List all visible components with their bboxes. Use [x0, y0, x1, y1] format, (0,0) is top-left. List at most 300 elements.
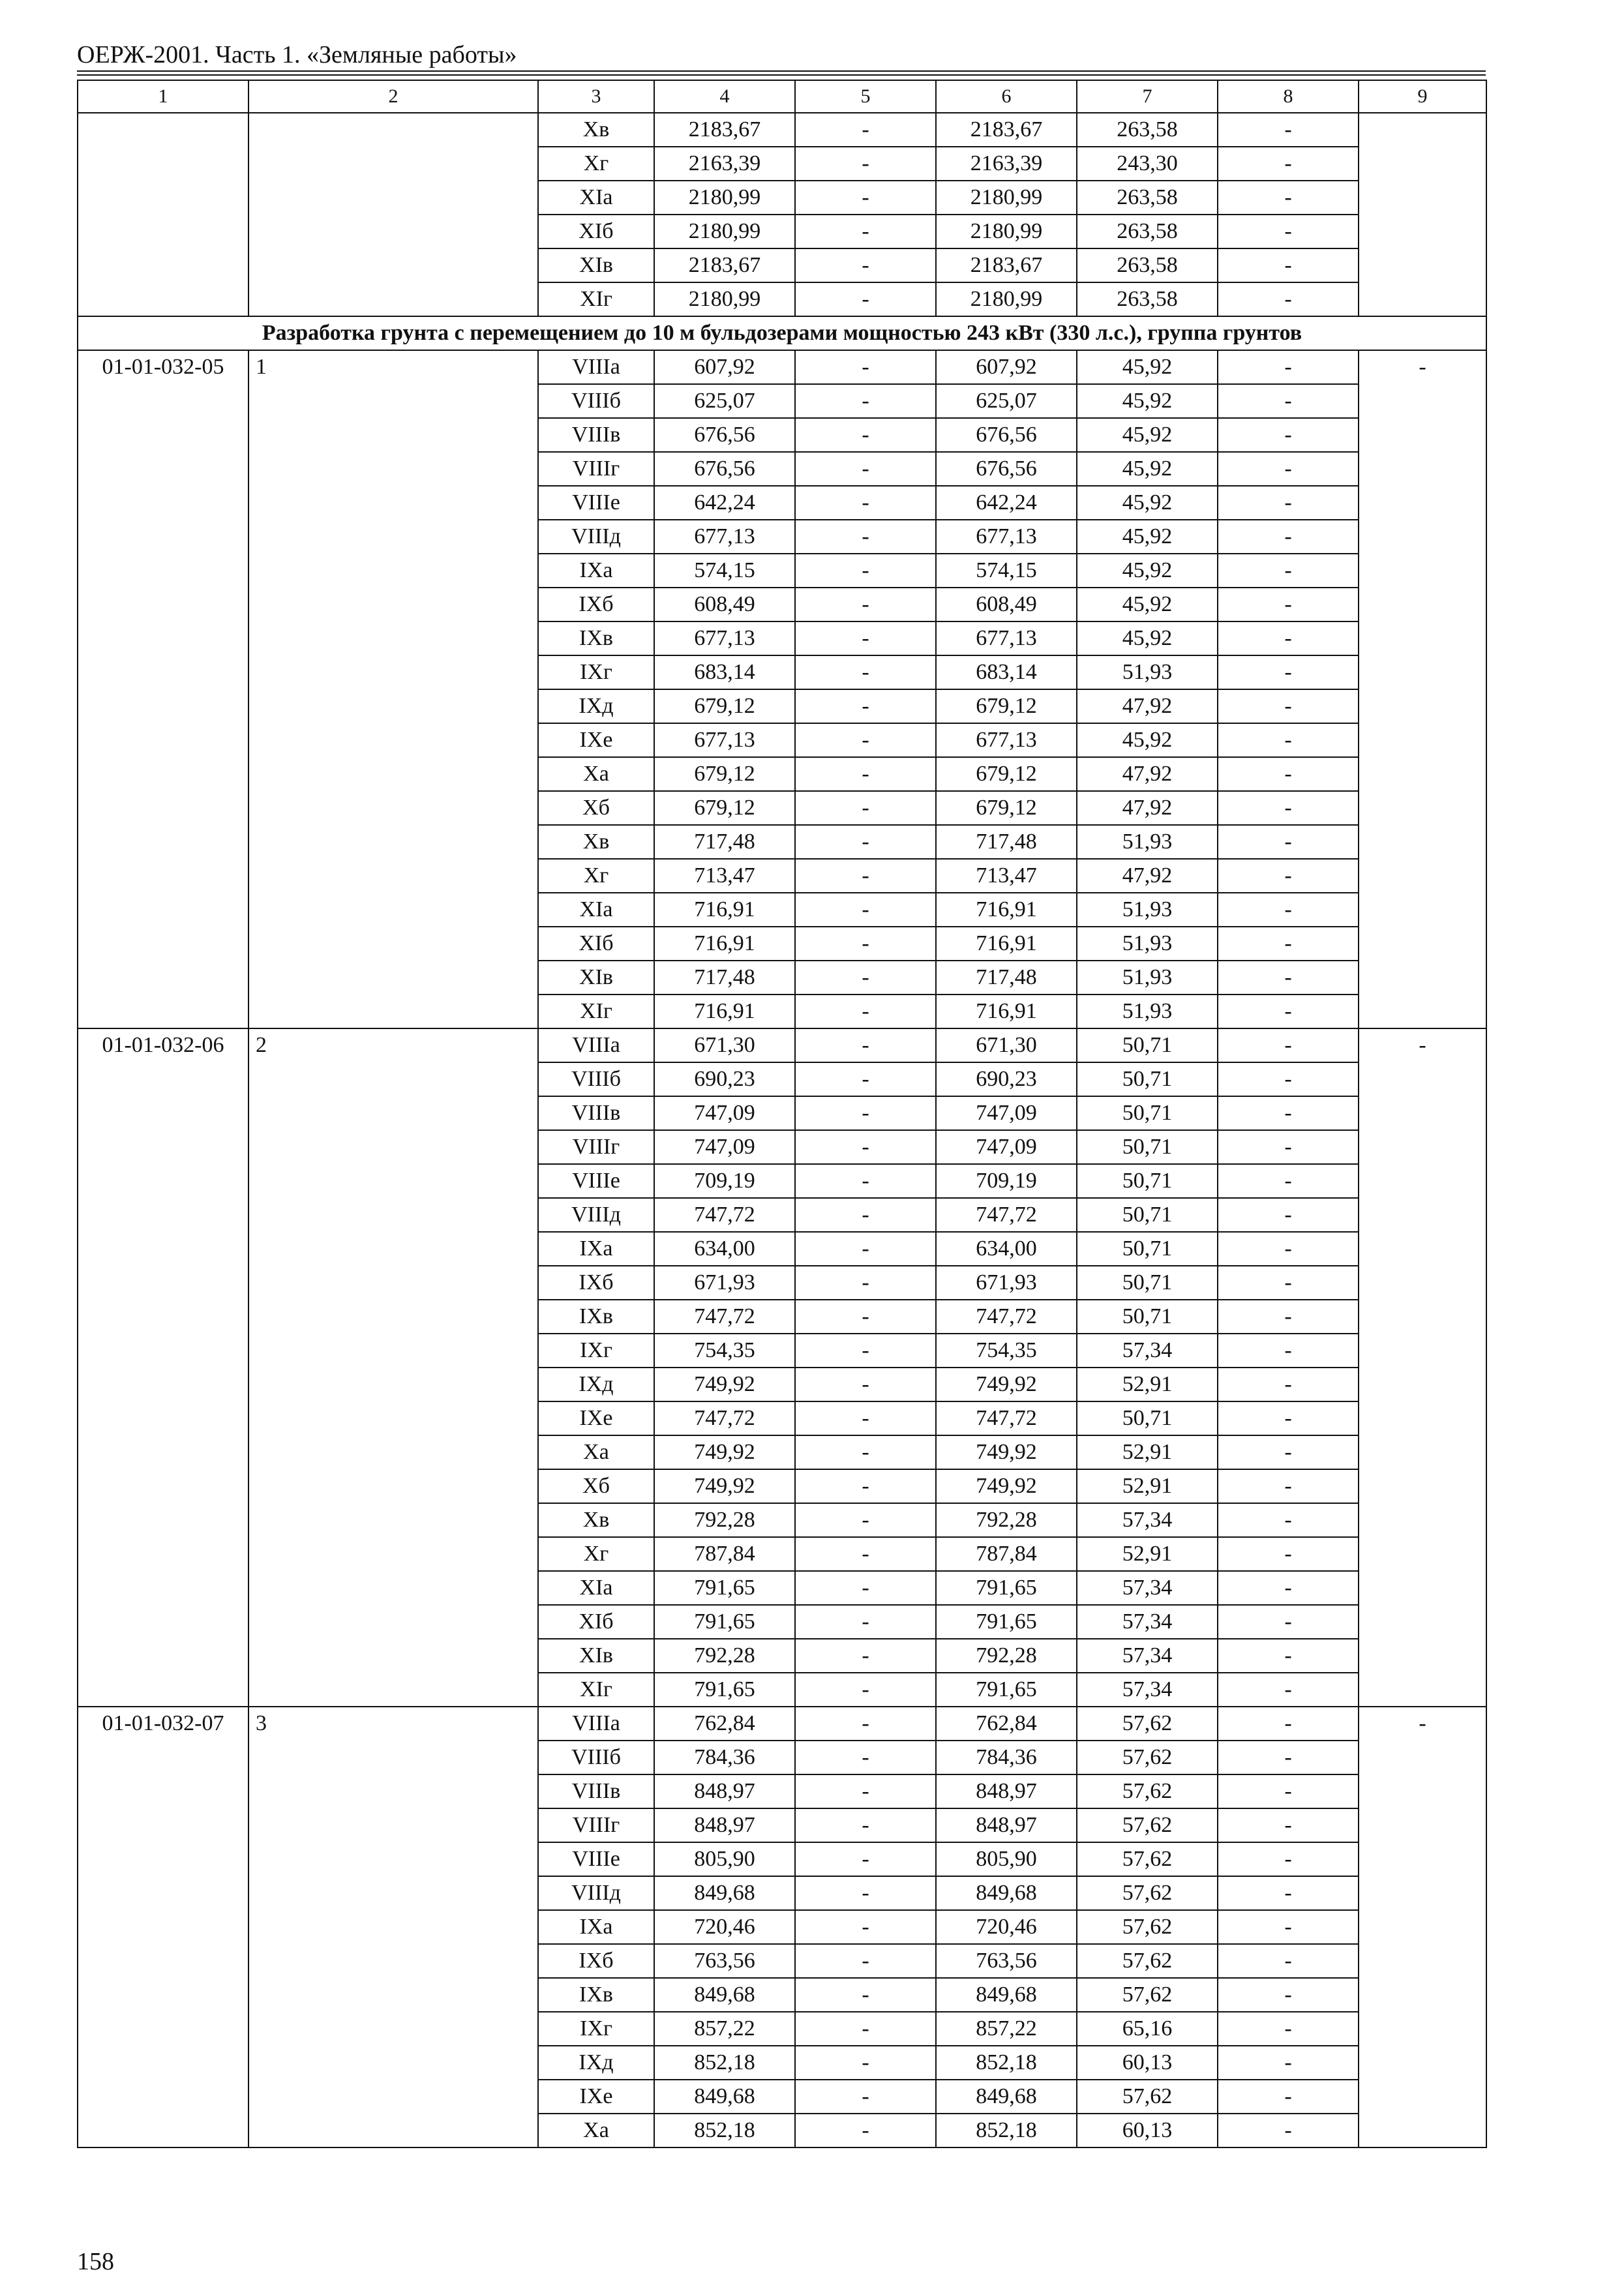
data-cell: 52,91: [1077, 1469, 1218, 1503]
data-cell: XIг: [538, 995, 654, 1028]
column-header-cell: 2: [248, 80, 538, 113]
table-row: [78, 1028, 1486, 1062]
data-cell: 2183,67: [936, 113, 1077, 147]
data-cell: 50,71: [1077, 1232, 1218, 1266]
data-cell: 52,91: [1077, 1368, 1218, 1401]
data-cell: -: [795, 791, 936, 825]
data-cell: 50,71: [1077, 1300, 1218, 1334]
data-cell: 65,16: [1077, 2012, 1218, 2046]
data-cell: 679,12: [654, 757, 795, 791]
data-cell: -: [1218, 1300, 1359, 1334]
data-cell: -: [1218, 1368, 1359, 1401]
data-cell: 671,30: [936, 1028, 1077, 1062]
data-cell: 676,56: [654, 418, 795, 452]
data-cell: 60,13: [1077, 2114, 1218, 2147]
data-cell: 574,15: [936, 554, 1077, 588]
data-cell: -: [795, 486, 936, 520]
data-cell: Xв: [538, 825, 654, 859]
col9-cell: -: [1359, 1028, 1486, 1707]
data-cell: -: [1218, 1096, 1359, 1130]
data-cell: 45,92: [1077, 486, 1218, 520]
data-cell: 677,13: [936, 520, 1077, 554]
data-cell: -: [1218, 1944, 1359, 1978]
data-cell: VIIIд: [538, 1876, 654, 1910]
data-cell: -: [1218, 1164, 1359, 1198]
data-cell: 2183,67: [654, 113, 795, 147]
number-cell: 3: [248, 1707, 538, 2147]
data-cell: -: [1218, 1842, 1359, 1876]
data-cell: VIIIд: [538, 520, 654, 554]
number-cell-empty: [248, 113, 538, 316]
data-cell: -: [1218, 1503, 1359, 1537]
data-cell: 784,36: [936, 1741, 1077, 1774]
data-cell: 50,71: [1077, 1028, 1218, 1062]
data-cell: -: [795, 1062, 936, 1096]
data-cell: -: [1218, 1876, 1359, 1910]
data-cell: 677,13: [936, 621, 1077, 655]
code-cell: 01-01-032-05: [78, 350, 248, 1028]
data-cell: Xб: [538, 791, 654, 825]
data-cell: 791,65: [936, 1605, 1077, 1639]
data-cell: -: [795, 927, 936, 961]
data-cell: 762,84: [936, 1707, 1077, 1741]
data-cell: XIб: [538, 927, 654, 961]
data-cell: IXе: [538, 1401, 654, 1435]
data-cell: 717,48: [936, 961, 1077, 995]
data-cell: -: [1218, 1605, 1359, 1639]
data-cell: 2180,99: [936, 215, 1077, 248]
data-cell: Xв: [538, 113, 654, 147]
data-cell: -: [795, 1537, 936, 1571]
data-cell: -: [1218, 791, 1359, 825]
data-cell: -: [1218, 1130, 1359, 1164]
data-cell: -: [1218, 1639, 1359, 1673]
data-cell: -: [795, 215, 936, 248]
data-cell: 683,14: [654, 655, 795, 689]
data-cell: 679,12: [936, 689, 1077, 723]
data-cell: -: [795, 689, 936, 723]
data-cell: 671,30: [654, 1028, 795, 1062]
data-cell: 747,72: [936, 1198, 1077, 1232]
data-cell: -: [1218, 1469, 1359, 1503]
data-cell: 683,14: [936, 655, 1077, 689]
data-cell: 50,71: [1077, 1266, 1218, 1300]
data-cell: 747,09: [654, 1130, 795, 1164]
data-cell: 849,68: [936, 2080, 1077, 2114]
data-cell: -: [1218, 113, 1359, 147]
data-cell: XIг: [538, 1673, 654, 1707]
data-cell: 857,22: [936, 2012, 1077, 2046]
data-cell: -: [795, 1028, 936, 1062]
data-cell: 747,72: [654, 1198, 795, 1232]
column-header-cell: 1: [78, 80, 248, 113]
data-cell: IXв: [538, 621, 654, 655]
data-cell: -: [1218, 859, 1359, 893]
column-header-cell: 3: [538, 80, 654, 113]
section-title: Разработка грунта с перемещением до 10 м бульдозерами мощностью 243 кВт (330 л.с.), группа грунтов: [78, 316, 1486, 350]
data-cell: 57,34: [1077, 1673, 1218, 1707]
data-cell: -: [1218, 1232, 1359, 1266]
data-cell: -: [1218, 418, 1359, 452]
data-cell: XIа: [538, 893, 654, 927]
data-cell: -: [1218, 1741, 1359, 1774]
data-cell: 852,18: [654, 2114, 795, 2147]
data-cell: 47,92: [1077, 757, 1218, 791]
data-cell: 747,09: [654, 1096, 795, 1130]
data-cell: 690,23: [936, 1062, 1077, 1096]
data-cell: -: [1218, 1334, 1359, 1368]
data-cell: 608,49: [654, 588, 795, 621]
data-cell: -: [795, 1096, 936, 1130]
column-header-row: [78, 80, 1486, 113]
data-cell: 787,84: [654, 1537, 795, 1571]
data-cell: -: [1218, 1978, 1359, 2012]
data-cell: 2183,67: [654, 248, 795, 282]
column-header-cell: 9: [1359, 80, 1486, 113]
data-cell: 713,47: [654, 859, 795, 893]
data-cell: 763,56: [654, 1944, 795, 1978]
data-cell: 848,97: [654, 1774, 795, 1808]
data-cell: 634,00: [654, 1232, 795, 1266]
data-cell: IXе: [538, 723, 654, 757]
data-cell: -: [795, 1707, 936, 1741]
data-cell: -: [1218, 2114, 1359, 2147]
data-cell: 2163,39: [654, 147, 795, 181]
data-cell: 709,19: [654, 1164, 795, 1198]
data-cell: -: [1218, 893, 1359, 927]
data-cell: -: [795, 1232, 936, 1266]
data-cell: 625,07: [936, 384, 1077, 418]
data-cell: -: [1218, 520, 1359, 554]
data-cell: 677,13: [654, 621, 795, 655]
data-cell: 849,68: [654, 1876, 795, 1910]
data-cell: 677,13: [936, 723, 1077, 757]
data-cell: -: [1218, 452, 1359, 486]
data-cell: 608,49: [936, 588, 1077, 621]
data-cell: 754,35: [654, 1334, 795, 1368]
code-cell-empty: [78, 113, 248, 316]
data-cell: IXд: [538, 1368, 654, 1401]
data-cell: 716,91: [654, 995, 795, 1028]
data-cell: -: [795, 961, 936, 995]
data-cell: 634,00: [936, 1232, 1077, 1266]
data-cell: 642,24: [936, 486, 1077, 520]
data-cell: IXб: [538, 1944, 654, 1978]
data-cell: 852,18: [936, 2046, 1077, 2080]
data-cell: -: [795, 384, 936, 418]
data-cell: 848,97: [936, 1774, 1077, 1808]
data-cell: -: [795, 554, 936, 588]
data-cell: -: [1218, 825, 1359, 859]
data-cell: 50,71: [1077, 1130, 1218, 1164]
data-cell: -: [1218, 723, 1359, 757]
data-cell: -: [1218, 486, 1359, 520]
data-cell: -: [1218, 282, 1359, 316]
data-cell: 671,93: [936, 1266, 1077, 1300]
data-cell: 52,91: [1077, 1435, 1218, 1469]
data-cell: 792,28: [654, 1639, 795, 1673]
data-cell: XIа: [538, 1571, 654, 1605]
data-cell: 716,91: [654, 893, 795, 927]
data-cell: -: [1218, 215, 1359, 248]
data-cell: -: [795, 1605, 936, 1639]
data-cell: -: [795, 1164, 936, 1198]
page-header-title: ОЕРЖ-2001. Часть 1. «Земляные работы»: [77, 41, 517, 68]
data-cell: 642,24: [654, 486, 795, 520]
data-cell: -: [795, 995, 936, 1028]
data-cell: 2183,67: [936, 248, 1077, 282]
data-cell: 791,65: [936, 1571, 1077, 1605]
data-cell: -: [795, 181, 936, 215]
data-cell: XIг: [538, 282, 654, 316]
data-cell: IXб: [538, 1266, 654, 1300]
data-cell: 749,92: [936, 1469, 1077, 1503]
data-cell: -: [1218, 1401, 1359, 1435]
data-cell: 671,93: [654, 1266, 795, 1300]
data-cell: IXб: [538, 588, 654, 621]
data-cell: 709,19: [936, 1164, 1077, 1198]
data-cell: VIIIг: [538, 1808, 654, 1842]
data-cell: -: [795, 1639, 936, 1673]
data-cell: 50,71: [1077, 1164, 1218, 1198]
data-cell: 716,91: [654, 927, 795, 961]
data-cell: XIв: [538, 961, 654, 995]
section-title-row: [78, 316, 1486, 350]
data-cell: 2180,99: [654, 282, 795, 316]
data-cell: -: [795, 2080, 936, 2114]
data-cell: 792,28: [654, 1503, 795, 1537]
data-cell: 676,56: [936, 418, 1077, 452]
data-cell: -: [795, 2114, 936, 2147]
data-cell: 2180,99: [936, 181, 1077, 215]
data-cell: Xб: [538, 1469, 654, 1503]
data-cell: 51,93: [1077, 961, 1218, 995]
data-cell: XIб: [538, 1605, 654, 1639]
data-cell: -: [1218, 1774, 1359, 1808]
data-cell: 57,34: [1077, 1334, 1218, 1368]
data-cell: 852,18: [654, 2046, 795, 2080]
data-cell: 45,92: [1077, 350, 1218, 384]
data-cell: -: [1218, 588, 1359, 621]
data-cell: IXд: [538, 689, 654, 723]
data-cell: -: [795, 1842, 936, 1876]
table-row: [78, 113, 1486, 147]
data-cell: 747,09: [936, 1130, 1077, 1164]
data-cell: 749,92: [936, 1435, 1077, 1469]
data-cell: -: [795, 621, 936, 655]
data-cell: 263,58: [1077, 248, 1218, 282]
data-cell: IXв: [538, 1300, 654, 1334]
data-cell: -: [1218, 554, 1359, 588]
data-cell: IXг: [538, 1334, 654, 1368]
table-row: [78, 350, 1486, 384]
data-cell: -: [795, 1334, 936, 1368]
data-cell: 749,92: [654, 1469, 795, 1503]
data-cell: 852,18: [936, 2114, 1077, 2147]
data-cell: 57,62: [1077, 1774, 1218, 1808]
data-cell: 754,35: [936, 1334, 1077, 1368]
header-double-rule: [77, 70, 1486, 76]
data-cell: -: [1218, 1435, 1359, 1469]
data-cell: 57,34: [1077, 1639, 1218, 1673]
data-cell: -: [795, 723, 936, 757]
data-cell: -: [795, 1876, 936, 1910]
data-cell: VIIIе: [538, 1842, 654, 1876]
data-cell: 716,91: [936, 927, 1077, 961]
data-cell: -: [795, 452, 936, 486]
column-header-cell: 7: [1077, 80, 1218, 113]
data-cell: VIIIа: [538, 1028, 654, 1062]
page-number: 158: [77, 2248, 114, 2275]
data-cell: 50,71: [1077, 1096, 1218, 1130]
data-cell: -: [795, 1469, 936, 1503]
data-cell: 717,48: [654, 961, 795, 995]
data-cell: 57,62: [1077, 1910, 1218, 1944]
data-cell: -: [795, 893, 936, 927]
data-cell: -: [795, 1741, 936, 1774]
data-cell: -: [1218, 147, 1359, 181]
number-cell: 2: [248, 1028, 538, 1707]
data-cell: 625,07: [654, 384, 795, 418]
data-cell: 679,12: [654, 689, 795, 723]
data-cell: 263,58: [1077, 113, 1218, 147]
number-cell: 1: [248, 350, 538, 1028]
data-cell: 57,62: [1077, 1842, 1218, 1876]
data-cell: -: [795, 1503, 936, 1537]
data-cell: 51,93: [1077, 655, 1218, 689]
data-cell: -: [1218, 757, 1359, 791]
data-cell: -: [795, 825, 936, 859]
data-cell: -: [1218, 1808, 1359, 1842]
column-header-cell: 5: [795, 80, 936, 113]
data-cell: 2180,99: [654, 181, 795, 215]
data-cell: 45,92: [1077, 554, 1218, 588]
data-cell: -: [1218, 2080, 1359, 2114]
data-cell: VIIIв: [538, 1774, 654, 1808]
column-header-cell: 6: [936, 80, 1077, 113]
data-cell: -: [1218, 2046, 1359, 2080]
data-cell: XIв: [538, 1639, 654, 1673]
data-cell: 2180,99: [936, 282, 1077, 316]
data-cell: -: [795, 757, 936, 791]
table-row: [78, 1707, 1486, 1741]
data-cell: 50,71: [1077, 1062, 1218, 1096]
data-cell: 60,13: [1077, 2046, 1218, 2080]
data-cell: 51,93: [1077, 995, 1218, 1028]
data-cell: -: [795, 2012, 936, 2046]
data-cell: VIIIб: [538, 384, 654, 418]
data-cell: -: [795, 1401, 936, 1435]
data-cell: 57,62: [1077, 1944, 1218, 1978]
data-cell: 848,97: [936, 1808, 1077, 1842]
data-cell: VIIIд: [538, 1198, 654, 1232]
data-cell: 51,93: [1077, 893, 1218, 927]
data-cell: 574,15: [654, 554, 795, 588]
data-cell: 762,84: [654, 1707, 795, 1741]
data-cell: 676,56: [654, 452, 795, 486]
data-cell: 679,12: [654, 791, 795, 825]
data-cell: 848,97: [654, 1808, 795, 1842]
data-cell: 749,92: [936, 1368, 1077, 1401]
data-cell: 749,92: [654, 1435, 795, 1469]
data-cell: 51,93: [1077, 927, 1218, 961]
data-cell: 747,72: [936, 1300, 1077, 1334]
data-cell: 791,65: [936, 1673, 1077, 1707]
data-cell: -: [795, 1300, 936, 1334]
data-cell: -: [795, 2046, 936, 2080]
data-cell: -: [1218, 1673, 1359, 1707]
data-cell: IXа: [538, 1910, 654, 1944]
data-cell: Xа: [538, 757, 654, 791]
data-cell: -: [1218, 1571, 1359, 1605]
data-cell: 784,36: [654, 1741, 795, 1774]
data-cell: VIIIв: [538, 1096, 654, 1130]
data-cell: 50,71: [1077, 1401, 1218, 1435]
data-cell: 263,58: [1077, 181, 1218, 215]
data-cell: VIIIб: [538, 1062, 654, 1096]
data-cell: 749,92: [654, 1368, 795, 1401]
col9-cell: -: [1359, 350, 1486, 1028]
data-cell: -: [1218, 995, 1359, 1028]
data-cell: 720,46: [654, 1910, 795, 1944]
data-cell: 57,62: [1077, 2080, 1218, 2114]
data-cell: 791,65: [654, 1571, 795, 1605]
data-cell: 57,62: [1077, 1741, 1218, 1774]
data-cell: IXв: [538, 1978, 654, 2012]
data-cell: VIIIе: [538, 486, 654, 520]
data-cell: 50,71: [1077, 1198, 1218, 1232]
data-cell: 716,91: [936, 893, 1077, 927]
data-cell: -: [1218, 927, 1359, 961]
data-cell: 713,47: [936, 859, 1077, 893]
data-cell: XIв: [538, 248, 654, 282]
data-cell: -: [1218, 248, 1359, 282]
data-cell: -: [795, 282, 936, 316]
data-cell: -: [795, 1266, 936, 1300]
data-cell: 45,92: [1077, 520, 1218, 554]
data-cell: 57,62: [1077, 1707, 1218, 1741]
data-cell: 47,92: [1077, 859, 1218, 893]
data-cell: -: [1218, 1910, 1359, 1944]
data-cell: -: [1218, 350, 1359, 384]
data-cell: 849,68: [654, 1978, 795, 2012]
data-cell: -: [795, 1435, 936, 1469]
data-cell: 747,72: [654, 1401, 795, 1435]
data-cell: 263,58: [1077, 215, 1218, 248]
rates-table-body: [78, 80, 1486, 2147]
data-cell: -: [795, 113, 936, 147]
data-cell: VIIIв: [538, 418, 654, 452]
data-cell: VIIIб: [538, 1741, 654, 1774]
data-cell: 791,65: [654, 1605, 795, 1639]
data-cell: 791,65: [654, 1673, 795, 1707]
data-cell: IXг: [538, 655, 654, 689]
data-cell: -: [795, 655, 936, 689]
data-cell: -: [1218, 621, 1359, 655]
data-cell: -: [795, 248, 936, 282]
data-cell: 47,92: [1077, 791, 1218, 825]
data-cell: Xг: [538, 1537, 654, 1571]
data-cell: -: [1218, 1266, 1359, 1300]
data-cell: -: [795, 1198, 936, 1232]
data-cell: 57,34: [1077, 1605, 1218, 1639]
data-cell: -: [1218, 2012, 1359, 2046]
data-cell: VIIIе: [538, 1164, 654, 1198]
data-cell: 607,92: [654, 350, 795, 384]
data-cell: -: [795, 418, 936, 452]
data-cell: -: [795, 1808, 936, 1842]
data-cell: VIIIа: [538, 350, 654, 384]
